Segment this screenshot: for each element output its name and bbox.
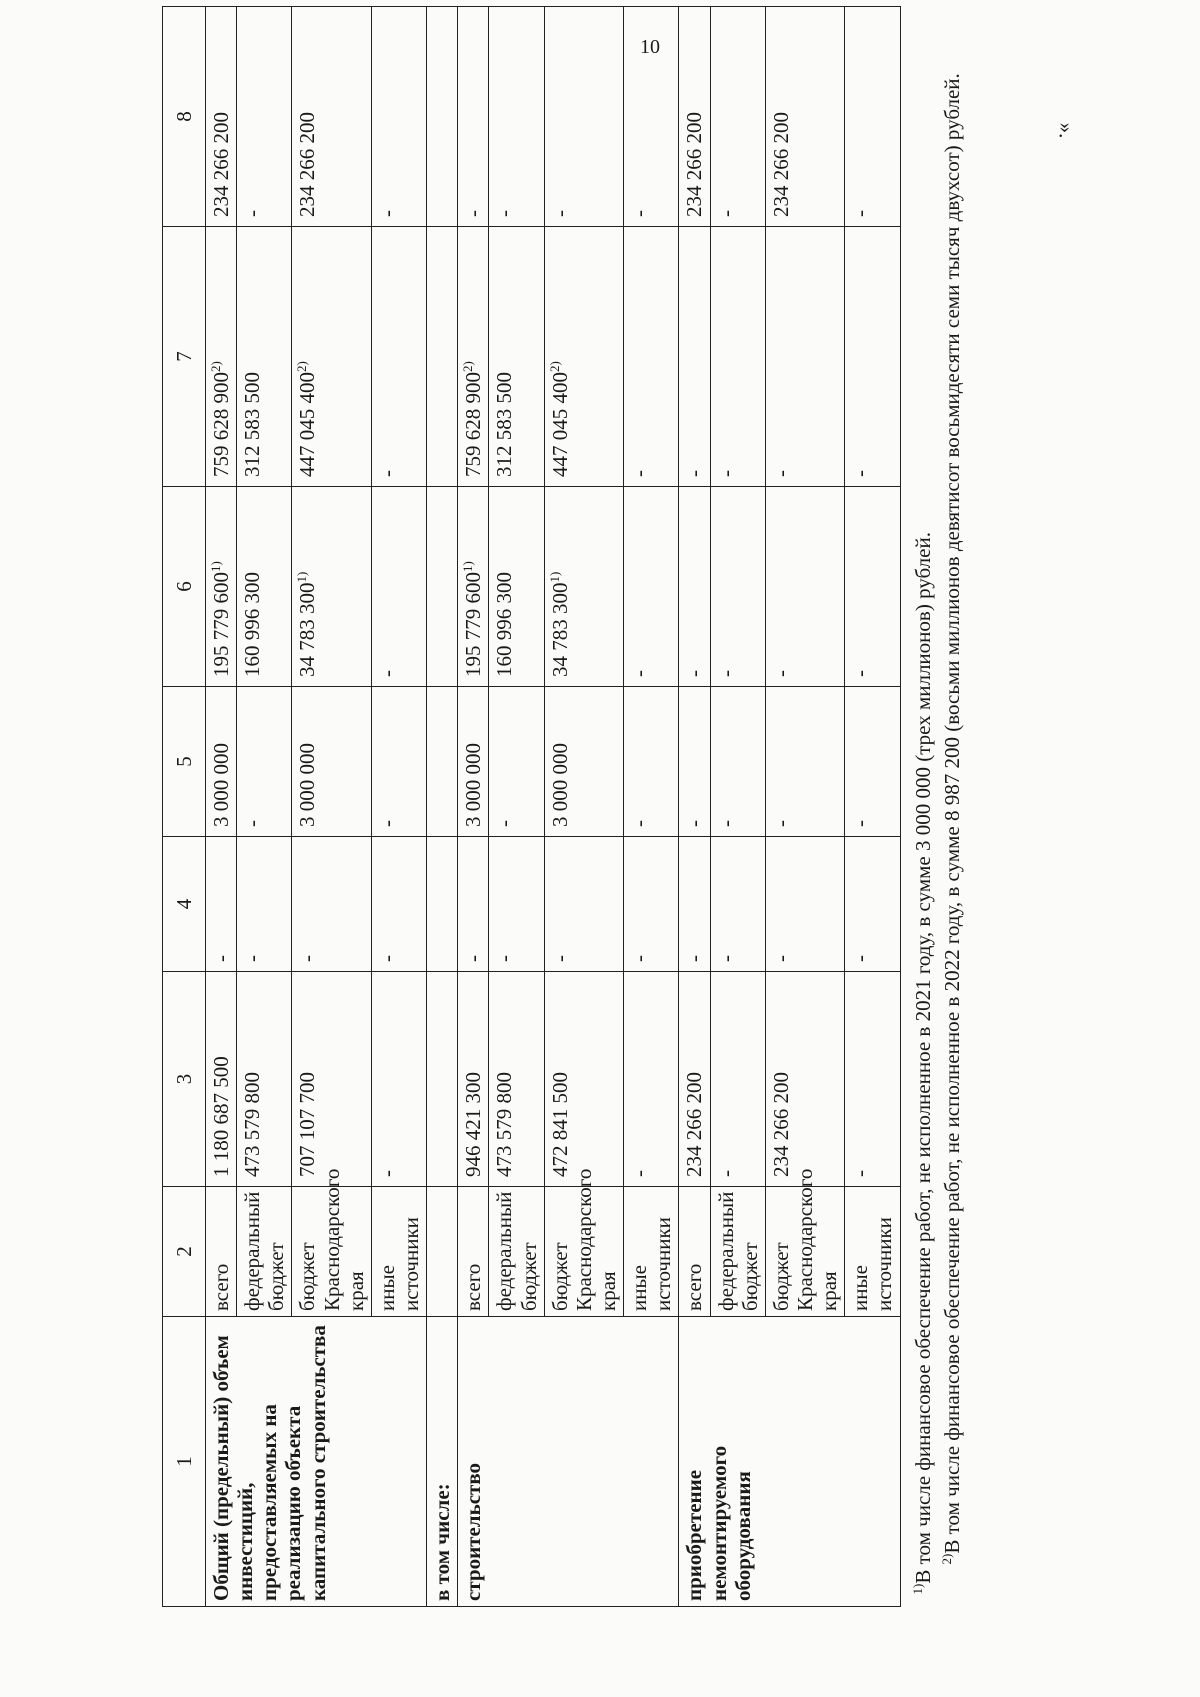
value-col-8: - bbox=[710, 7, 765, 227]
value-col-7: 312 583 500 bbox=[237, 227, 292, 487]
value-col-4: - bbox=[206, 837, 237, 972]
section-heading-row bbox=[427, 7, 458, 1607]
value-col-6: 34 783 300$^{1)}$ bbox=[544, 487, 623, 687]
value-col-8: 234 266 200 bbox=[292, 7, 371, 227]
value-total: 473 579 800 bbox=[237, 972, 292, 1187]
funding-source: федеральный бюджет bbox=[710, 1187, 765, 1317]
footnote-ref: 1) bbox=[546, 571, 562, 583]
funding-source: иные источники bbox=[624, 1187, 679, 1317]
value-col-7: - bbox=[624, 227, 679, 487]
value-col-8: - bbox=[489, 7, 544, 227]
value-col-5: 3 000 000 bbox=[292, 687, 371, 837]
value-col-7: 312 583 500 bbox=[489, 227, 544, 487]
value-col-8: - bbox=[371, 7, 426, 227]
footnote-mark: 1) bbox=[909, 1583, 925, 1595]
section-label: Общий (предельный) объем инвестиций, предоставляемых на реализацию объекта капитального строительства bbox=[206, 1317, 427, 1607]
value-col-4: - bbox=[544, 837, 623, 972]
footnotes-row bbox=[900, 7, 971, 1607]
value-total: 234 266 200 bbox=[765, 972, 844, 1187]
empty-cell bbox=[427, 7, 458, 227]
footnote-text: В том числе финансовое обеспечение работ, не исполненное в 2021 году, в сумме 3 000 000 (трех миллионов) рублей. bbox=[910, 532, 935, 1584]
value-col-7: 759 628 900$^{2)}$ bbox=[206, 227, 237, 487]
value-total: 472 841 500 bbox=[544, 972, 623, 1187]
footnote-ref: 1) bbox=[460, 561, 476, 572]
value-col-4: - bbox=[489, 837, 544, 972]
footnote bbox=[938, 13, 967, 1601]
value-total: - bbox=[710, 972, 765, 1187]
value-col-6: 195 779 600$^{1)}$ bbox=[206, 487, 237, 687]
funding-source: иные источники bbox=[845, 1187, 900, 1317]
value-col-6: 195 779 600$^{1)}$ bbox=[458, 487, 489, 687]
value-col-6: 34 783 300$^{1)}$ bbox=[292, 487, 371, 687]
funding-source: бюджет Краснодарского края bbox=[292, 1187, 371, 1317]
value-col-7: - bbox=[765, 227, 844, 487]
value-col-5: - bbox=[624, 687, 679, 837]
value-col-5: 3 000 000 bbox=[544, 687, 623, 837]
funding-source: бюджет Краснодарского края bbox=[765, 1187, 844, 1317]
empty-cell bbox=[427, 687, 458, 837]
column-header: 5 bbox=[163, 687, 206, 837]
value-col-4: - bbox=[292, 837, 371, 972]
value-col-7: 759 628 900$^{2)}$ bbox=[458, 227, 489, 487]
value-total: 473 579 800 bbox=[489, 972, 544, 1187]
funding-source: всего bbox=[206, 1187, 237, 1317]
value-col-8: 234 266 200 bbox=[679, 7, 710, 227]
table-row bbox=[458, 7, 489, 1607]
value-total: 946 421 300 bbox=[458, 972, 489, 1187]
value-col-4: - bbox=[710, 837, 765, 972]
footnotes bbox=[900, 7, 971, 1607]
funding-source: бюджет Краснодарского края bbox=[544, 1187, 623, 1317]
value-col-4: - bbox=[624, 837, 679, 972]
column-header: 8 bbox=[163, 7, 206, 227]
value-col-7: 447 045 400$^{2)}$ bbox=[292, 227, 371, 487]
funding-source: всего bbox=[679, 1187, 710, 1317]
value-col-6: 160 996 300 bbox=[237, 487, 292, 687]
column-header: 4 bbox=[163, 837, 206, 972]
footnote-ref: 1) bbox=[294, 571, 310, 583]
table-row bbox=[679, 7, 710, 1607]
page-number: 10 bbox=[640, 36, 660, 58]
value-col-8: 234 266 200 bbox=[206, 7, 237, 227]
value-col-4: - bbox=[371, 837, 426, 972]
value-col-8: - bbox=[458, 7, 489, 227]
value-total: 234 266 200 bbox=[679, 972, 710, 1187]
value-col-8: - bbox=[544, 7, 623, 227]
value-total: - bbox=[371, 972, 426, 1187]
table-row bbox=[206, 7, 237, 1607]
value-col-5: - bbox=[371, 687, 426, 837]
value-col-4: - bbox=[458, 837, 489, 972]
empty-cell bbox=[427, 837, 458, 972]
value-col-7: - bbox=[710, 227, 765, 487]
footnote-text: В том числе финансовое обеспечение работ, не исполненное в 2022 году, в сумме 8 987 200 (восьми миллионов девятисот восьмидесяти семи тысяч двухсот) рублей. bbox=[939, 73, 964, 1554]
value-col-5: - bbox=[489, 687, 544, 837]
value-col-4: - bbox=[765, 837, 844, 972]
value-col-4: - bbox=[237, 837, 292, 972]
value-col-6: - bbox=[624, 487, 679, 687]
column-header: 2 bbox=[163, 1187, 206, 1317]
funding-source: федеральный бюджет bbox=[237, 1187, 292, 1317]
value-col-5: - bbox=[679, 687, 710, 837]
section-label: строительство bbox=[458, 1317, 679, 1607]
value-col-7: - bbox=[679, 227, 710, 487]
footnote bbox=[909, 13, 938, 1601]
footnote-ref: 2) bbox=[546, 361, 562, 372]
value-col-5: 3 000 000 bbox=[206, 687, 237, 837]
value-col-8: - bbox=[237, 7, 292, 227]
value-col-5: - bbox=[710, 687, 765, 837]
section-label: в том числе: bbox=[427, 1317, 458, 1607]
column-header: 1 bbox=[163, 1317, 206, 1607]
value-col-8: 234 266 200 bbox=[765, 7, 844, 227]
investment-table bbox=[162, 6, 971, 1607]
value-col-5: 3 000 000 bbox=[458, 687, 489, 837]
value-col-6: - bbox=[845, 487, 900, 687]
value-col-6: - bbox=[765, 487, 844, 687]
value-total: - bbox=[845, 972, 900, 1187]
funding-source: федеральный бюджет bbox=[489, 1187, 544, 1317]
value-col-4: - bbox=[679, 837, 710, 972]
footnote-ref: 2) bbox=[460, 361, 476, 372]
value-col-7: - bbox=[845, 227, 900, 487]
value-total: - bbox=[624, 972, 679, 1187]
column-header: 7 bbox=[163, 227, 206, 487]
value-col-6: 160 996 300 bbox=[489, 487, 544, 687]
footnote-ref: 1) bbox=[208, 561, 223, 572]
value-col-5: - bbox=[765, 687, 844, 837]
value-col-7: - bbox=[371, 227, 426, 487]
closing-quote-mark: ». bbox=[1054, 122, 1079, 139]
value-col-7: 447 045 400$^{2)}$ bbox=[544, 227, 623, 487]
column-header: 6 bbox=[163, 487, 206, 687]
empty-cell bbox=[427, 487, 458, 687]
value-col-4: - bbox=[845, 837, 900, 972]
value-col-5: - bbox=[845, 687, 900, 837]
value-col-6: - bbox=[710, 487, 765, 687]
footnote-ref: 2) bbox=[208, 361, 223, 372]
footnote-mark: 2) bbox=[938, 1553, 954, 1565]
value-total: 1 180 687 500 bbox=[206, 972, 237, 1187]
value-col-6: - bbox=[679, 487, 710, 687]
empty-cell bbox=[427, 1187, 458, 1317]
value-col-8: - bbox=[845, 7, 900, 227]
value-col-8: - bbox=[624, 7, 679, 227]
footnote-ref: 2) bbox=[294, 361, 310, 372]
value-col-6: - bbox=[371, 487, 426, 687]
rotated-page-content bbox=[162, 7, 971, 1607]
column-header: 3 bbox=[163, 972, 206, 1187]
value-total: 707 107 700 bbox=[292, 972, 371, 1187]
funding-source: всего bbox=[458, 1187, 489, 1317]
header-row bbox=[163, 7, 206, 1607]
empty-cell bbox=[427, 227, 458, 487]
empty-cell bbox=[427, 972, 458, 1187]
section-label: приобретение немонтируемого оборудования bbox=[679, 1317, 900, 1607]
funding-source: иные источники bbox=[371, 1187, 426, 1317]
value-col-5: - bbox=[237, 687, 292, 837]
